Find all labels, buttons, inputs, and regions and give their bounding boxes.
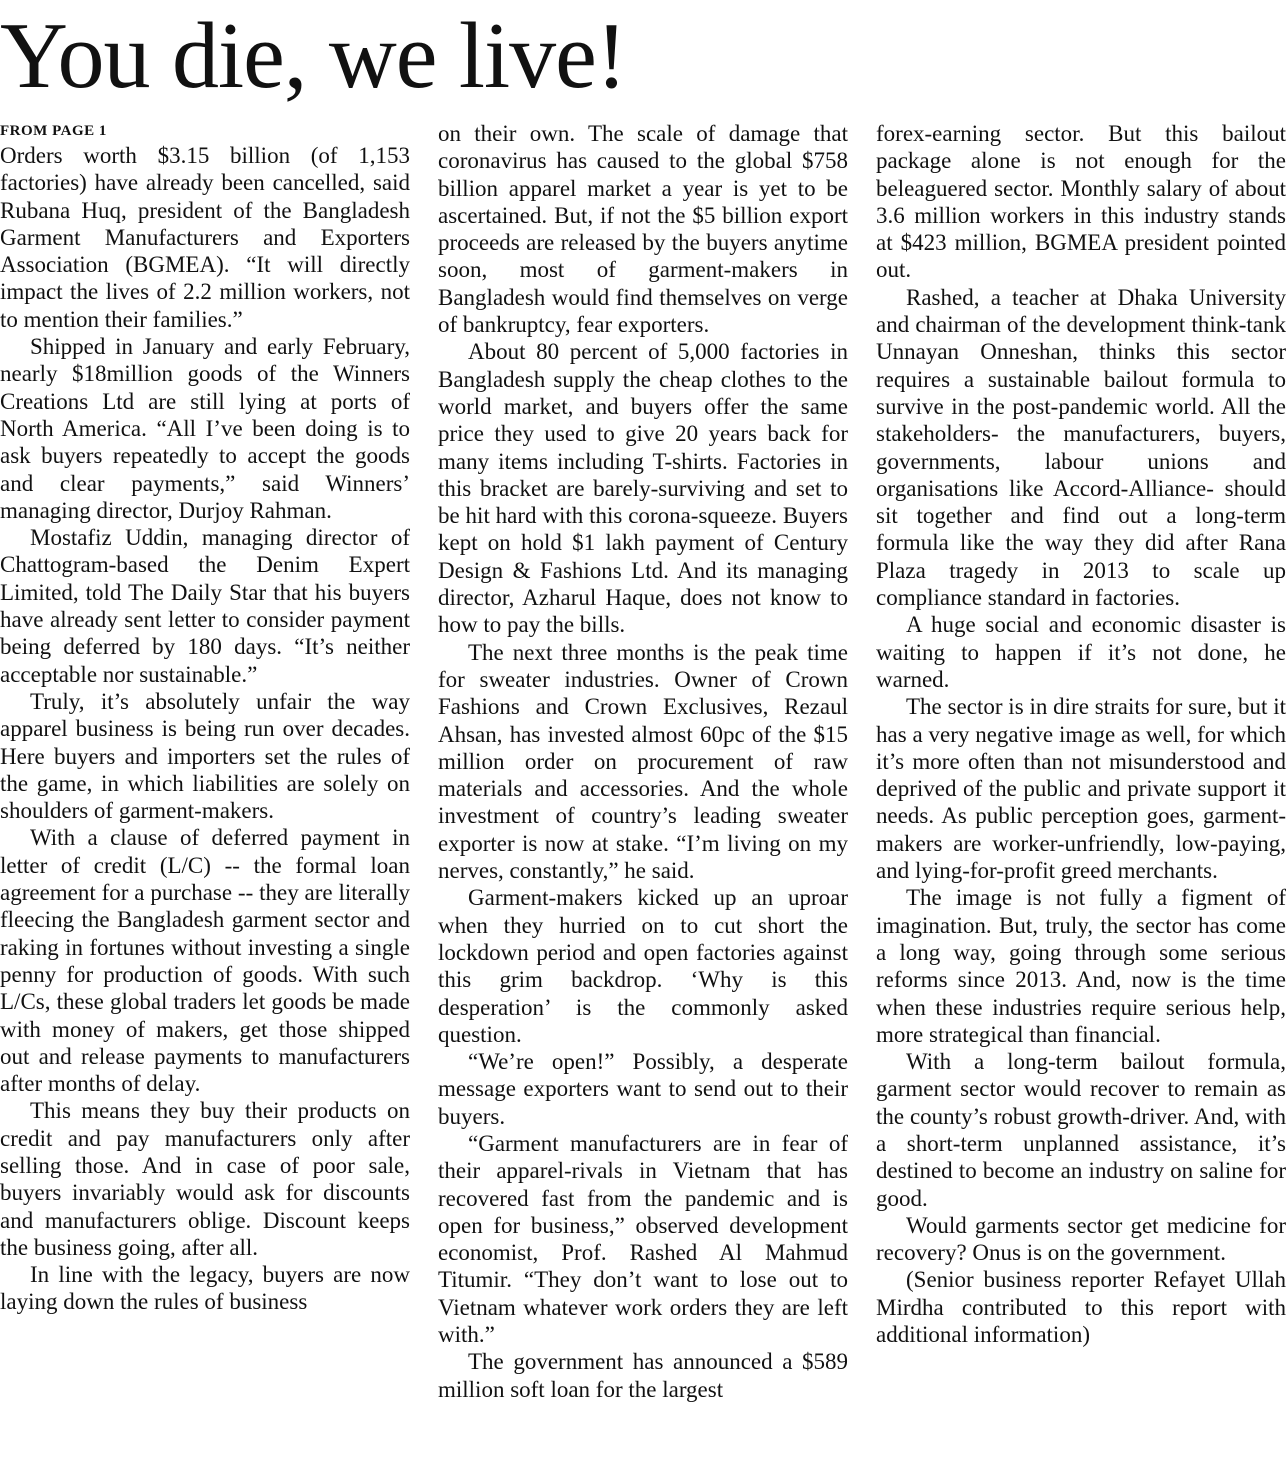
article-body — [0, 120, 1286, 1484]
paragraph: Truly, it’s absolutely unfair the way apparel business is being run over decades. Here buyers and importers set the rules of the game, in which liabilities are solely on shoulders of garment-makers. — [0, 688, 410, 824]
paragraph: Mostafiz Uddin, managing director of Chattogram-based the Denim Expert Limited, told The Daily Star that his buyers have already sent letter to consider payment being deferred by 180 days. “It’s neither acceptable nor sustainable.” — [0, 525, 410, 687]
paragraph: on their own. The scale of damage that coronavirus has caused to the global $758 billion apparel market a year is yet to be ascertained. But, if not the $5 billion export proceeds are released by the buyers anytime soon, most of garment-makers in Bangladesh would find themselves on verge of bankruptcy, fear exporters. — [438, 121, 848, 338]
paragraph: The government has announced a $589 million soft loan for the largest — [438, 1349, 848, 1402]
column-1 — [0, 120, 410, 1484]
paragraph: This means they buy their products on credit and pay manufacturers only after selling those. And in case of poor sale, buyers invariably would ask for discounts and manufacturers oblige. Discount keeps the business going, after all. — [0, 1098, 410, 1260]
paragraph: Shipped in January and early February, nearly $18million goods of the Winners Creations Ltd are still lying at ports of North America. “All I’ve been doing is to ask buyers repeatedly to accept the goods and clear payments,” said Winners’ managing director, Durjoy Rahman. — [0, 334, 410, 523]
paragraph: “We’re open!” Possibly, a desperate message exporters want to send out to their buyers. — [438, 1049, 848, 1129]
headline: You die, we live! — [0, 4, 627, 108]
paragraph: The image is not fully a figment of imagination. But, truly, the sector has come a long way, going through some serious reforms since 2013. And, now is the time when these industries require serious help, more strategical than financial. — [876, 885, 1286, 1047]
column-3 — [876, 120, 1286, 1484]
kicker-from-page: FROM PAGE 1 — [0, 123, 107, 139]
paragraph: In line with the legacy, buyers are now laying down the rules of business — [0, 1262, 410, 1315]
paragraph: Rashed, a teacher at Dhaka University and chairman of the development think-tank Unnayan Onneshan, thinks this sector requires a sustainable bailout formula to survive in the post-pandemic world. All the stakeholders- the manufacturers, buyers, governments, labour unions and organisations like Accord-Alliance- should sit together and find out a long-term formula like the way they did after Rana Plaza tragedy in 2013 to scale up compliance standard in factories. — [876, 284, 1286, 611]
paragraph: (Senior business reporter Refayet Ullah Mirdha contributed to this report with additional information) — [876, 1267, 1286, 1348]
paragraph: Orders worth $3.15 billion (of 1,153 factories) have already been cancelled, said Rubana Huq, president of the Bangladesh Garment Manufacturers and Exporters Association (BGMEA). “It will directly impact the lives of 2.2 million workers, not to mention their families.” — [0, 143, 410, 332]
paragraph: With a clause of deferred payment in letter of credit (L/C) -- the formal loan agreement for a purchase -- they are literally fleecing the Bangladesh garment sector and raking in fortunes without investing a single penny for production of goods. With such L/Cs, these global traders let goods be made with money of makers, get those shipped out and release payments to manufacturers after months of delay. — [0, 825, 410, 1097]
paragraph: forex-earning sector. But this bailout package alone is not enough for the beleaguered sector. Monthly salary of about 3.6 million workers in this industry stands at $423 million, BGMEA president pointed out. — [876, 121, 1286, 283]
paragraph: A huge social and economic disaster is waiting to happen if it’s not done, he warned. — [876, 612, 1286, 692]
paragraph: Would garments sector get medicine for recovery? Onus is on the government. — [876, 1212, 1286, 1266]
paragraph: Garment-makers kicked up an uproar when they hurried on to cut short the lockdown period and open factories against this grim backdrop. ‘Why is this desperation’ is the commonly asked question. — [438, 885, 848, 1047]
paragraph: About 80 percent of 5,000 factories in Bangladesh supply the cheap clothes to the world market, and buyers offer the same price they used to give 20 years back for many items including T-shirts. Factories in this bracket are barely-surviving and set to be hit hard with this corona-squeeze. Buyers kept on hold $1 lakh payment of Century Design & Fashions Ltd. And its managing director, Azharul Haque, does not know to how to pay the bills. — [438, 339, 848, 638]
paragraph: With a long-term bailout formula, garment sector would recover to remain as the county’s robust growth-driver. And, with a short-term unplanned assistance, it’s destined to become an industry on saline for good. — [876, 1049, 1286, 1211]
paragraph: “Garment manufacturers are in fear of their apparel-rivals in Vietnam that has recovered fast from the pandemic and is open for business,” observed development economist, Prof. Rashed Al Mahmud Titumir. “They don’t want to lose out to Vietnam whatever work orders they are left with.” — [438, 1130, 848, 1348]
paragraph: The sector is in dire straits for sure, but it has a very negative image as well, for which it’s more often than not misunderstood and deprived of the public and private support it needs. As public perception goes, garment-makers are worker-unfriendly, low-paying, and lying-for-profit greed merchants. — [876, 694, 1286, 884]
column-2 — [438, 120, 848, 1484]
paragraph: The next three months is the peak time for sweater industries. Owner of Crown Fashions and Crown Exclusives, Rezaul Ahsan, has invested almost 60pc of the $15 million order on procurement of raw materials and accessories. And the whole investment of country’s leading sweater exporter is now at stake. “I’m living on my nerves, constantly,” he said. — [438, 639, 848, 884]
